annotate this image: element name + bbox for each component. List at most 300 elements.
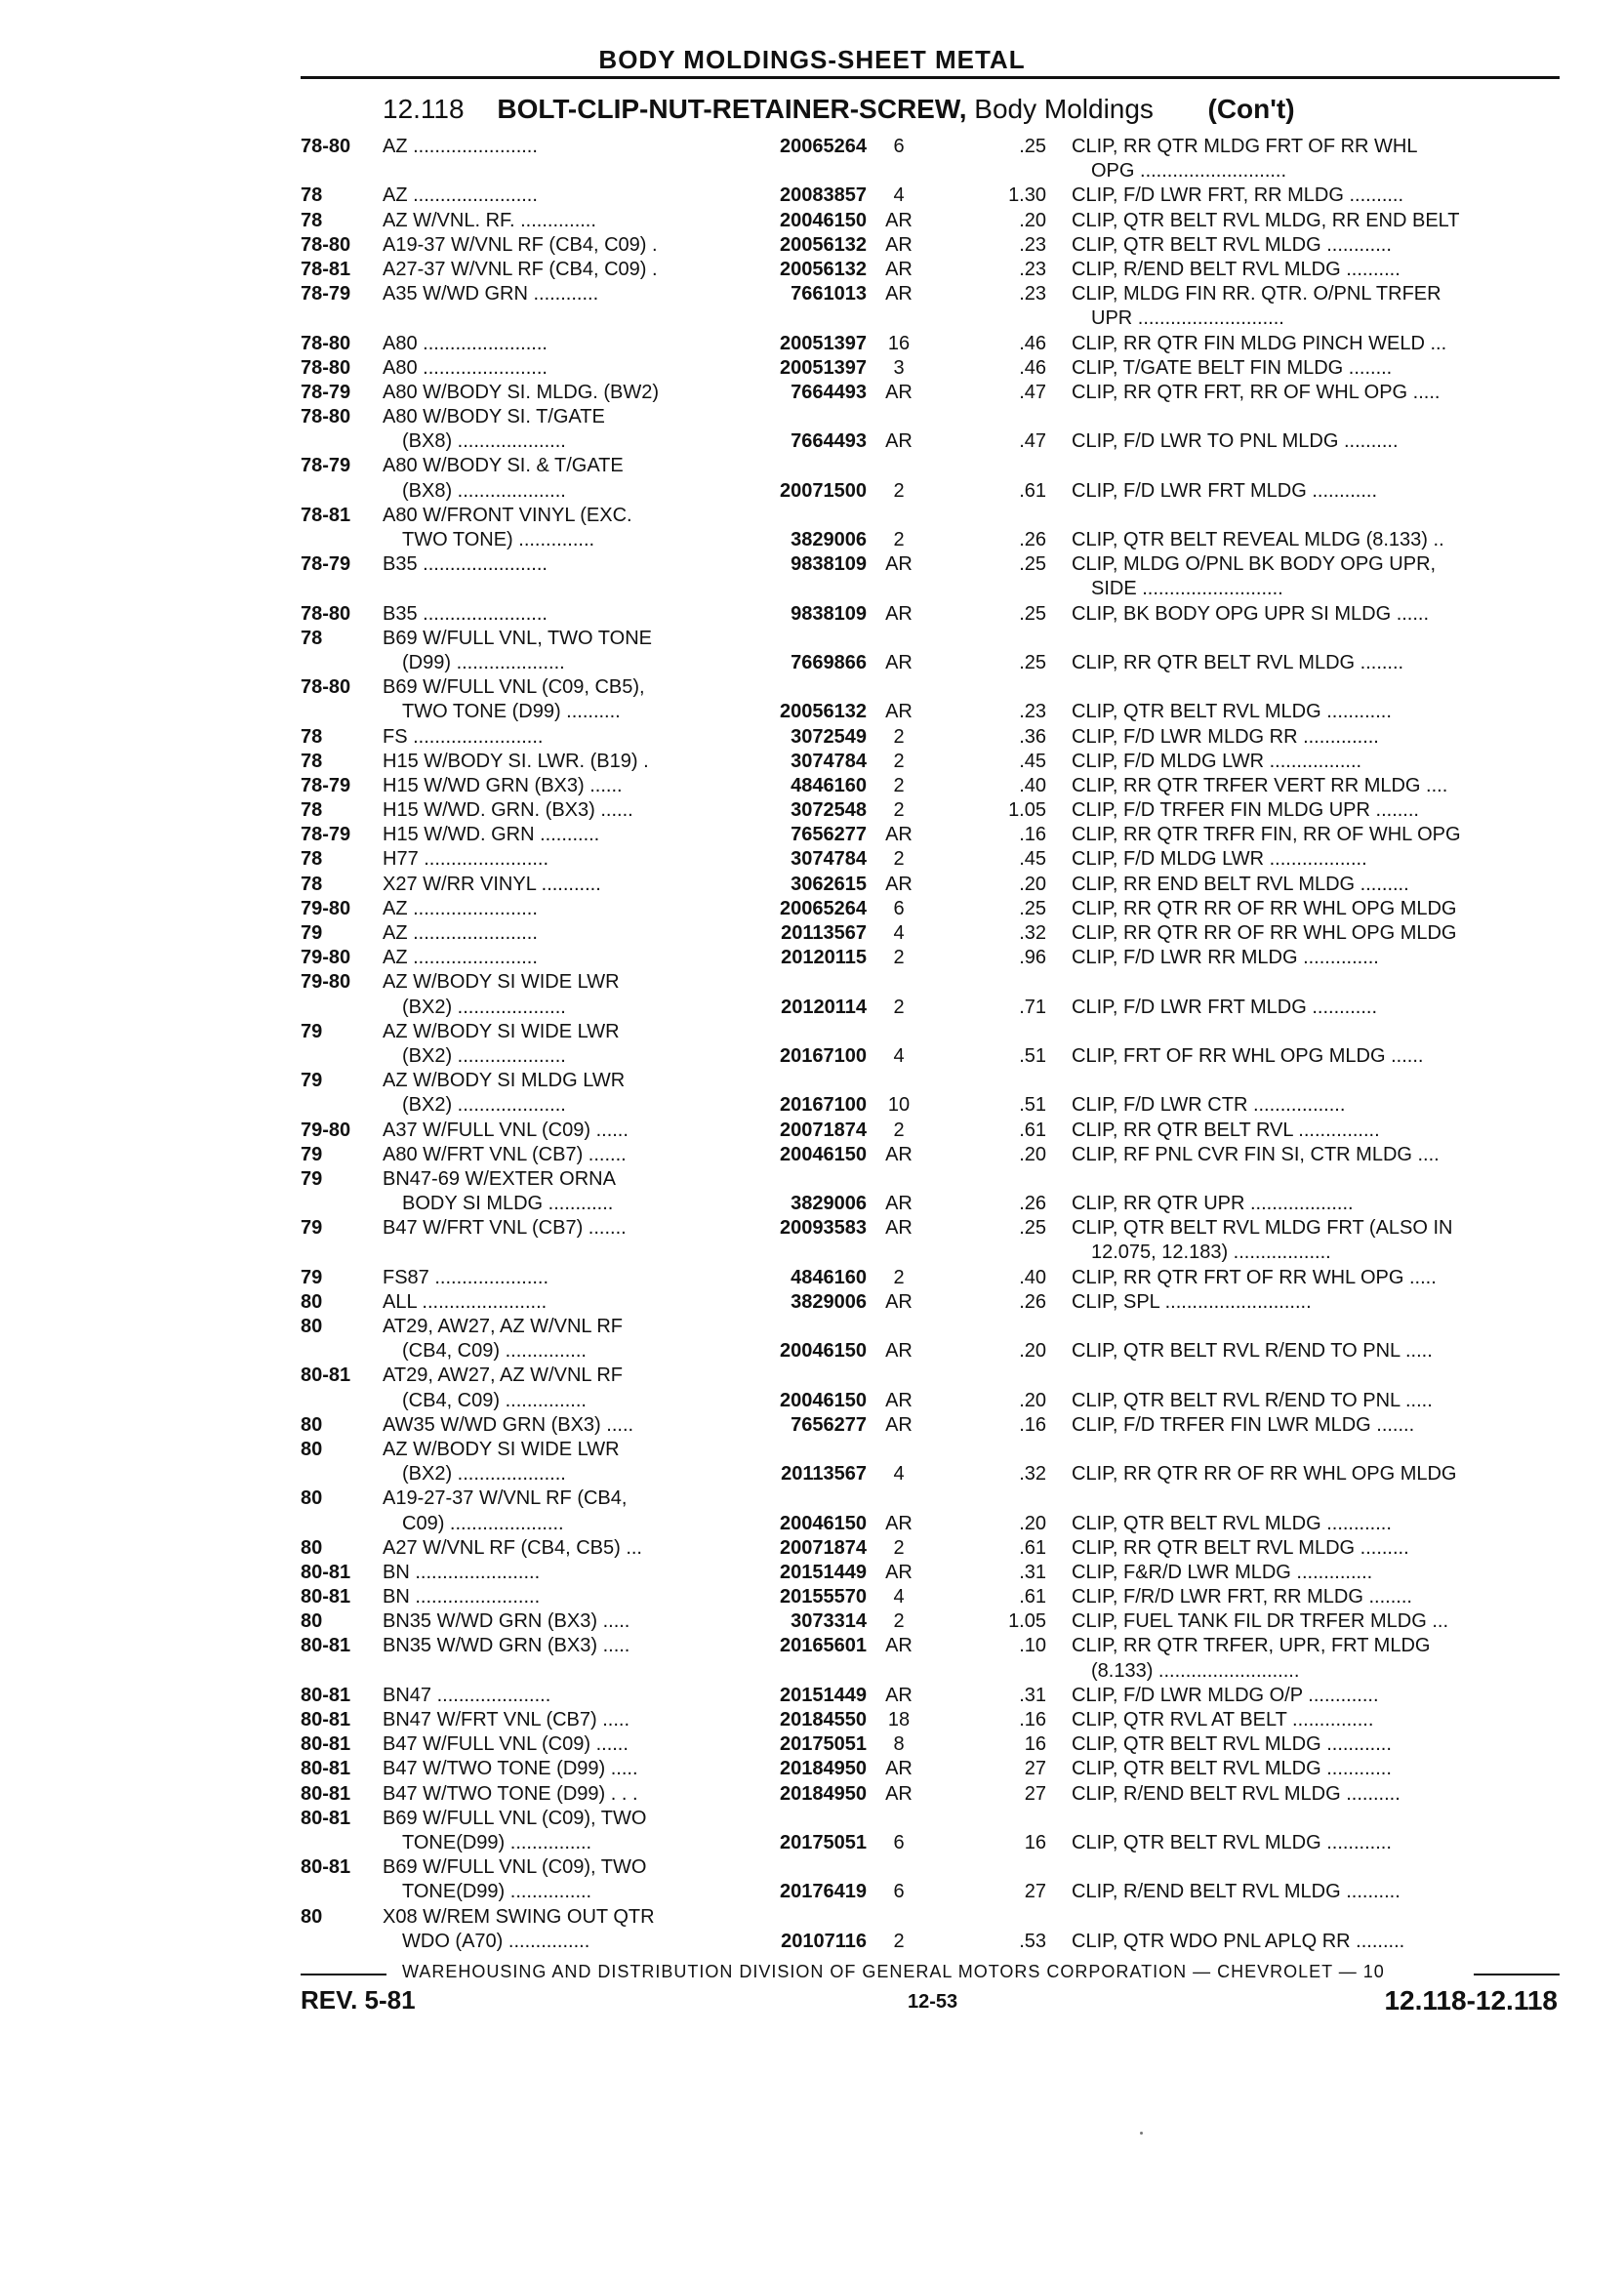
year-cell: 78-79 bbox=[301, 824, 351, 846]
part-number-cell: 20056132 bbox=[780, 233, 867, 256]
quantity-cell: AR bbox=[885, 873, 913, 895]
price-cell: 16 bbox=[1024, 1831, 1046, 1853]
description-cell: CLIP, RR QTR RR OF RR WHL OPG MLDG bbox=[1072, 922, 1457, 944]
quantity-cell: 4 bbox=[893, 1044, 905, 1067]
list-item bbox=[0, 1855, 1624, 1880]
model-cell: BN47-69 W/EXTER ORNA bbox=[383, 1167, 616, 1190]
list-item bbox=[0, 1438, 1624, 1462]
year-cell: 80-81 bbox=[301, 1807, 351, 1829]
model-cell: B47 W/TWO TONE (D99) ..... bbox=[383, 1758, 638, 1780]
list-item bbox=[0, 996, 1624, 1020]
description-cell: CLIP, R/END BELT RVL MLDG .......... bbox=[1072, 1881, 1401, 1903]
part-number-cell: 20113567 bbox=[781, 922, 867, 944]
price-cell: .61 bbox=[1019, 1586, 1046, 1608]
description-cell: UPR ........................... bbox=[1091, 307, 1284, 330]
part-number-cell: 9838109 bbox=[791, 553, 867, 576]
quantity-cell: AR bbox=[885, 1413, 913, 1436]
description-cell: CLIP, FUEL TANK FIL DR TRFER MLDG ... bbox=[1072, 1610, 1449, 1633]
model-cell: (CB4, C09) ............... bbox=[402, 1340, 587, 1363]
list-item bbox=[0, 1585, 1624, 1609]
model-cell: A80 W/FRT VNL (CB7) ....... bbox=[383, 1143, 627, 1165]
quantity-cell: 8 bbox=[893, 1733, 905, 1756]
part-number-cell: 20083857 bbox=[780, 184, 867, 207]
description-cell: CLIP, MLDG FIN RR. QTR. O/PNL TRFER bbox=[1072, 283, 1441, 305]
quantity-cell: AR bbox=[885, 1340, 913, 1363]
list-item bbox=[0, 847, 1624, 872]
model-cell: AW35 W/WD GRN (BX3) ..... bbox=[383, 1413, 634, 1436]
model-cell: AT29, AW27, AZ W/VNL RF bbox=[383, 1316, 623, 1337]
model-cell: (BX2) .................... bbox=[402, 1463, 566, 1486]
model-cell: (BX2) .................... bbox=[402, 1044, 566, 1067]
description-cell: CLIP, F/D TRFER FIN MLDG UPR ........ bbox=[1072, 799, 1419, 822]
description-cell: SIDE .......................... bbox=[1091, 578, 1283, 600]
description-cell: CLIP, QTR RVL AT BELT ............... bbox=[1072, 1709, 1374, 1730]
model-cell: A80 W/BODY SI. MLDG. (BW2) bbox=[383, 381, 660, 403]
quantity-cell: AR bbox=[885, 233, 913, 256]
price-cell: .25 bbox=[1019, 651, 1046, 673]
model-cell: B69 W/FULL VNL (C09), TWO bbox=[383, 1856, 647, 1879]
model-cell: ALL ....................... bbox=[383, 1290, 548, 1313]
list-item bbox=[0, 552, 1624, 577]
model-cell: H15 W/WD. GRN ........... bbox=[383, 824, 600, 846]
quantity-cell: 6 bbox=[893, 1881, 905, 1903]
description-cell: CLIP, QTR BELT RVL MLDG ............ bbox=[1072, 1758, 1392, 1780]
description-cell: CLIP, QTR BELT RVL MLDG ............ bbox=[1072, 1512, 1392, 1534]
part-number-cell: 20046150 bbox=[780, 1389, 867, 1411]
year-cell: 79 bbox=[301, 922, 323, 944]
model-cell: TWO TONE) .............. bbox=[402, 529, 595, 550]
list-item bbox=[0, 159, 1624, 183]
description-cell: CLIP, F/D LWR MLDG O/P ............. bbox=[1072, 1684, 1379, 1706]
year-cell: 78 bbox=[301, 750, 323, 772]
list-item bbox=[0, 306, 1624, 331]
description-cell: CLIP, R/END BELT RVL MLDG .......... bbox=[1072, 1782, 1401, 1805]
quantity-cell: 2 bbox=[893, 750, 905, 772]
price-cell: .20 bbox=[1019, 1389, 1046, 1411]
part-number-cell: 20175051 bbox=[780, 1831, 867, 1853]
price-cell: .20 bbox=[1019, 873, 1046, 895]
description-cell: CLIP, QTR BELT RVL MLDG ............ bbox=[1072, 1733, 1392, 1756]
list-item bbox=[0, 183, 1624, 208]
price-cell: .45 bbox=[1019, 848, 1046, 871]
part-number-cell: 20046150 bbox=[780, 1340, 867, 1363]
year-cell: 79-80 bbox=[301, 971, 351, 994]
price-cell: .20 bbox=[1019, 1340, 1046, 1363]
price-cell: .32 bbox=[1019, 1463, 1046, 1486]
list-item bbox=[0, 798, 1624, 823]
list-item bbox=[0, 627, 1624, 651]
list-item bbox=[0, 1609, 1624, 1634]
description-cell: CLIP, RR QTR MLDG FRT OF RR WHL bbox=[1072, 136, 1418, 157]
part-number-cell: 7664493 bbox=[791, 381, 867, 403]
description-cell: CLIP, QTR BELT RVL R/END TO PNL ..... bbox=[1072, 1340, 1433, 1363]
part-number-cell: 3072548 bbox=[791, 799, 867, 822]
model-cell: B69 W/FULL VNL, TWO TONE bbox=[383, 627, 652, 649]
list-item bbox=[0, 1266, 1624, 1290]
quantity-cell: 2 bbox=[893, 1119, 905, 1141]
year-cell: 80-81 bbox=[301, 1635, 351, 1657]
year-cell: 80-81 bbox=[301, 1856, 351, 1879]
model-cell: FS87 ..................... bbox=[383, 1266, 549, 1288]
model-cell: A80 W/BODY SI. & T/GATE bbox=[383, 455, 624, 477]
price-cell: 27 bbox=[1024, 1881, 1046, 1903]
year-cell: 78-79 bbox=[301, 381, 351, 403]
list-item bbox=[0, 1561, 1624, 1585]
list-item bbox=[0, 1093, 1624, 1118]
parts-list bbox=[0, 135, 1624, 1954]
year-cell: 78 bbox=[301, 799, 323, 822]
year-cell: 78-80 bbox=[301, 676, 351, 699]
list-item bbox=[0, 1659, 1624, 1684]
list-item bbox=[0, 700, 1624, 724]
quantity-cell: AR bbox=[885, 651, 913, 673]
description-cell: CLIP, RR QTR TRFR FIN, RR OF WHL OPG bbox=[1072, 824, 1461, 846]
list-item bbox=[0, 1167, 1624, 1192]
list-item bbox=[0, 1634, 1624, 1658]
description-cell: CLIP, RR QTR RR OF RR WHL OPG MLDG bbox=[1072, 1463, 1457, 1486]
quantity-cell: 16 bbox=[887, 332, 911, 354]
part-number-cell: 20051397 bbox=[780, 332, 867, 354]
list-item bbox=[0, 504, 1624, 528]
part-number-cell: 20184950 bbox=[780, 1758, 867, 1780]
price-cell: .40 bbox=[1019, 774, 1046, 796]
year-cell: 80-81 bbox=[301, 1586, 351, 1608]
price-cell: 27 bbox=[1024, 1782, 1046, 1805]
description-cell: CLIP, F/D LWR FRT, RR MLDG .......... bbox=[1072, 184, 1404, 207]
quantity-cell: 6 bbox=[893, 897, 905, 919]
quantity-cell: AR bbox=[885, 602, 913, 625]
model-cell: A80 ....................... bbox=[383, 356, 548, 379]
list-item bbox=[0, 1732, 1624, 1757]
price-cell: .20 bbox=[1019, 209, 1046, 231]
model-cell: A35 W/WD GRN ............ bbox=[383, 283, 599, 305]
section-title: BODY MOLDINGS-SHEET METAL bbox=[598, 45, 1026, 74]
quantity-cell: AR bbox=[885, 209, 913, 231]
quantity-cell: AR bbox=[885, 430, 913, 453]
quantity-cell: 4 bbox=[893, 1586, 905, 1608]
list-item bbox=[0, 1364, 1624, 1388]
price-cell: 1.05 bbox=[1008, 1610, 1046, 1633]
model-cell: BN ....................... bbox=[383, 1561, 541, 1583]
description-cell: CLIP, QTR BELT REVEAL MLDG (8.133) .. bbox=[1072, 529, 1444, 550]
price-cell: .25 bbox=[1019, 553, 1046, 576]
price-cell: .53 bbox=[1019, 1930, 1046, 1952]
header-rule bbox=[301, 76, 1560, 79]
price-cell: 16 bbox=[1024, 1733, 1046, 1756]
part-number-cell: 20071500 bbox=[780, 479, 867, 502]
quantity-cell: AR bbox=[885, 283, 913, 305]
footer-rule-left bbox=[301, 1974, 386, 1975]
continued-label: (Con't) bbox=[1207, 94, 1295, 124]
price-cell: .26 bbox=[1019, 1290, 1046, 1313]
model-cell: TONE(D99) ............... bbox=[402, 1881, 592, 1903]
quantity-cell: AR bbox=[885, 553, 913, 576]
model-cell: A80 W/FRONT VINYL (EXC. bbox=[383, 504, 632, 526]
model-cell: (D99) .................... bbox=[402, 651, 565, 673]
part-number-cell: 20056132 bbox=[780, 701, 867, 723]
model-cell: AZ ....................... bbox=[383, 184, 538, 207]
list-item bbox=[0, 1069, 1624, 1093]
quantity-cell: 2 bbox=[893, 848, 905, 871]
part-number-cell: 3074784 bbox=[791, 750, 867, 772]
model-cell: AZ ....................... bbox=[383, 897, 538, 919]
model-cell: H15 W/BODY SI. LWR. (B19) . bbox=[383, 750, 649, 772]
description-cell: CLIP, F/D LWR RR MLDG .............. bbox=[1072, 947, 1379, 969]
year-cell: 80 bbox=[301, 1536, 323, 1559]
list-item bbox=[0, 332, 1624, 356]
year-cell: 80-81 bbox=[301, 1733, 351, 1756]
year-cell: 78-79 bbox=[301, 283, 351, 305]
description-cell: 12.075, 12.183) .................. bbox=[1091, 1242, 1331, 1264]
list-item bbox=[0, 233, 1624, 258]
year-cell: 80-81 bbox=[301, 1684, 351, 1706]
year-cell: 79 bbox=[301, 1020, 323, 1042]
list-item bbox=[0, 946, 1624, 970]
model-cell: TONE(D99) ............... bbox=[402, 1831, 592, 1853]
description-cell: CLIP, RR QTR BELT RVL MLDG ......... bbox=[1072, 1536, 1409, 1559]
list-item bbox=[0, 381, 1624, 405]
page-number: 12-53 bbox=[908, 1991, 958, 2013]
description-cell: CLIP, RR QTR RR OF RR WHL OPG MLDG bbox=[1072, 897, 1457, 919]
description-cell: CLIP, MLDG O/PNL BK BODY OPG UPR, bbox=[1072, 553, 1437, 576]
list-item bbox=[0, 282, 1624, 306]
part-number-cell: 20093583 bbox=[780, 1217, 867, 1240]
part-number-cell: 20046150 bbox=[780, 209, 867, 231]
model-cell: AZ ....................... bbox=[383, 136, 538, 157]
description-cell: OPG ........................... bbox=[1091, 160, 1287, 183]
part-number-cell: 20120114 bbox=[781, 996, 867, 1018]
list-item bbox=[0, 823, 1624, 847]
price-cell: .23 bbox=[1019, 283, 1046, 305]
year-cell: 79 bbox=[301, 1167, 323, 1190]
quantity-cell: AR bbox=[885, 1635, 913, 1657]
list-item bbox=[0, 1512, 1624, 1536]
price-cell: .20 bbox=[1019, 1143, 1046, 1165]
price-cell: .40 bbox=[1019, 1266, 1046, 1288]
description-cell: CLIP, RR QTR FIN MLDG PINCH WELD ... bbox=[1072, 332, 1447, 354]
part-number-cell: 20051397 bbox=[780, 356, 867, 379]
year-cell: 78 bbox=[301, 725, 323, 748]
part-number-cell: 7656277 bbox=[791, 824, 867, 846]
year-cell: 79 bbox=[301, 1266, 323, 1288]
model-cell: BN ....................... bbox=[383, 1586, 541, 1608]
description-cell: CLIP, QTR BELT RVL MLDG ............ bbox=[1072, 1831, 1392, 1853]
part-number-cell: 20151449 bbox=[780, 1684, 867, 1706]
year-cell: 78-79 bbox=[301, 774, 351, 796]
description-cell: CLIP, F/D MLDG LWR .................. bbox=[1072, 848, 1367, 871]
price-cell: .47 bbox=[1019, 381, 1046, 403]
part-number-cell: 4846160 bbox=[791, 1266, 867, 1288]
quantity-cell: 4 bbox=[893, 922, 905, 944]
list-item bbox=[0, 1684, 1624, 1708]
list-item bbox=[0, 1880, 1624, 1904]
description-cell: CLIP, F/D MLDG LWR ................. bbox=[1072, 750, 1362, 772]
quantity-cell: 2 bbox=[893, 774, 905, 796]
model-cell: (BX8) .................... bbox=[402, 479, 566, 502]
part-number-cell: 7669866 bbox=[791, 651, 867, 673]
description-cell: CLIP, QTR BELT RVL MLDG ............ bbox=[1072, 701, 1392, 723]
price-cell: .26 bbox=[1019, 1193, 1046, 1215]
list-item bbox=[0, 1216, 1624, 1241]
quantity-cell: 2 bbox=[893, 1266, 905, 1288]
year-cell: 80-81 bbox=[301, 1561, 351, 1583]
description-cell: CLIP, RR QTR BELT RVL MLDG ........ bbox=[1072, 651, 1404, 673]
model-cell: H15 W/WD GRN (BX3) ...... bbox=[383, 774, 623, 796]
list-item bbox=[0, 1192, 1624, 1216]
price-cell: .36 bbox=[1019, 725, 1046, 748]
price-cell: .31 bbox=[1019, 1684, 1046, 1706]
list-item bbox=[0, 1020, 1624, 1044]
description-cell: CLIP, F&R/D LWR MLDG .............. bbox=[1072, 1561, 1373, 1583]
price-cell: .31 bbox=[1019, 1561, 1046, 1583]
quantity-cell: AR bbox=[885, 1193, 913, 1215]
description-cell: CLIP, QTR BELT RVL MLDG ............ bbox=[1072, 233, 1392, 256]
list-item bbox=[0, 675, 1624, 700]
price-cell: .16 bbox=[1019, 1709, 1046, 1730]
year-cell: 78 bbox=[301, 209, 323, 231]
footer-rule-right bbox=[1474, 1974, 1560, 1975]
part-number-cell: 7656277 bbox=[791, 1413, 867, 1436]
description-cell: CLIP, RR QTR FRT, RR OF WHL OPG ..... bbox=[1072, 381, 1441, 403]
model-cell: BN35 W/WD GRN (BX3) ..... bbox=[383, 1610, 630, 1633]
quantity-cell: 2 bbox=[893, 1536, 905, 1559]
description-cell: CLIP, F/D LWR TO PNL MLDG .......... bbox=[1072, 430, 1399, 453]
part-number-cell: 20046150 bbox=[780, 1512, 867, 1534]
year-cell: 80 bbox=[301, 1290, 323, 1313]
list-item bbox=[0, 970, 1624, 995]
part-number-cell: 3073314 bbox=[791, 1610, 867, 1633]
model-cell: (BX8) .................... bbox=[402, 430, 566, 453]
part-number-cell: 20065264 bbox=[780, 897, 867, 919]
price-cell: .46 bbox=[1019, 356, 1046, 379]
description-cell: CLIP, F/D TRFER FIN LWR MLDG ....... bbox=[1072, 1413, 1415, 1436]
model-cell: TWO TONE (D99) .......... bbox=[402, 701, 621, 723]
list-item bbox=[0, 1782, 1624, 1807]
model-cell: AZ W/BODY SI WIDE LWR bbox=[383, 1020, 620, 1042]
list-item bbox=[0, 356, 1624, 381]
year-cell: 80 bbox=[301, 1487, 323, 1510]
list-item bbox=[0, 209, 1624, 233]
description-cell: CLIP, F/D LWR FRT MLDG ............ bbox=[1072, 479, 1378, 502]
price-cell: .61 bbox=[1019, 479, 1046, 502]
year-cell: 80 bbox=[301, 1905, 323, 1928]
part-number-cell: 20184950 bbox=[780, 1782, 867, 1805]
year-cell: 80-81 bbox=[301, 1709, 351, 1730]
year-cell: 80 bbox=[301, 1610, 323, 1633]
part-number-cell: 20184550 bbox=[780, 1709, 867, 1730]
list-item bbox=[0, 1930, 1624, 1954]
price-cell: .46 bbox=[1019, 332, 1046, 354]
model-cell: C09) ..................... bbox=[402, 1512, 564, 1534]
quantity-cell: AR bbox=[885, 824, 913, 846]
price-cell: .25 bbox=[1019, 136, 1046, 157]
list-item bbox=[0, 135, 1624, 159]
part-number-cell: 20167100 bbox=[780, 1044, 867, 1067]
model-cell: AZ W/VNL. RF. .............. bbox=[383, 209, 596, 231]
list-item bbox=[0, 429, 1624, 454]
description-cell: CLIP, QTR BELT RVL MLDG FRT (ALSO IN bbox=[1072, 1217, 1453, 1240]
year-cell: 79 bbox=[301, 1217, 323, 1240]
list-item bbox=[0, 602, 1624, 627]
list-item bbox=[0, 577, 1624, 601]
list-item bbox=[0, 258, 1624, 282]
part-number-cell: 20113567 bbox=[781, 1463, 867, 1486]
price-cell: .45 bbox=[1019, 750, 1046, 772]
price-cell: .23 bbox=[1019, 258, 1046, 280]
part-number-cell: 3074784 bbox=[791, 848, 867, 871]
model-cell: AZ W/BODY SI MLDG LWR bbox=[383, 1070, 626, 1092]
quantity-cell: AR bbox=[885, 1684, 913, 1706]
quantity-cell: AR bbox=[885, 1143, 913, 1165]
list-item bbox=[0, 528, 1624, 552]
description-cell: CLIP, F/D LWR CTR ................. bbox=[1072, 1094, 1346, 1117]
price-cell: 1.30 bbox=[1008, 184, 1046, 207]
description-cell: CLIP, RR QTR TRFER VERT RR MLDG .... bbox=[1072, 774, 1448, 796]
quantity-cell: 2 bbox=[893, 799, 905, 822]
part-number-cell: 20165601 bbox=[780, 1635, 867, 1657]
list-item bbox=[0, 873, 1624, 897]
description-cell: CLIP, RR QTR FRT OF RR WHL OPG ..... bbox=[1072, 1266, 1437, 1288]
model-cell: (CB4, C09) ............... bbox=[402, 1389, 587, 1411]
description-cell: CLIP, FRT OF RR WHL OPG MLDG ...... bbox=[1072, 1044, 1424, 1067]
model-cell: AZ ....................... bbox=[383, 947, 538, 969]
description-cell: CLIP, QTR BELT RVL R/END TO PNL ..... bbox=[1072, 1389, 1433, 1411]
list-item bbox=[0, 1290, 1624, 1315]
quantity-cell: AR bbox=[885, 1290, 913, 1313]
year-cell: 79-80 bbox=[301, 897, 351, 919]
quantity-cell: 6 bbox=[893, 136, 905, 157]
description-cell: CLIP, RR QTR UPR ................... bbox=[1072, 1193, 1354, 1215]
year-cell: 80 bbox=[301, 1413, 323, 1436]
year-cell: 78-81 bbox=[301, 504, 351, 526]
price-cell: .16 bbox=[1019, 1413, 1046, 1436]
part-number-cell: 3829006 bbox=[791, 1290, 867, 1313]
list-item bbox=[0, 1536, 1624, 1561]
model-cell: BODY SI MLDG ............ bbox=[402, 1193, 614, 1215]
price-cell: .96 bbox=[1019, 947, 1046, 969]
list-item bbox=[0, 725, 1624, 750]
list-item bbox=[0, 1831, 1624, 1855]
quantity-cell: 18 bbox=[887, 1709, 911, 1730]
quantity-cell: AR bbox=[885, 381, 913, 403]
list-item bbox=[0, 454, 1624, 478]
year-cell: 80-81 bbox=[301, 1364, 351, 1387]
part-number-cell: 7661013 bbox=[791, 283, 867, 305]
model-cell: A27 W/VNL RF (CB4, CB5) ... bbox=[383, 1536, 642, 1559]
year-cell: 80-81 bbox=[301, 1782, 351, 1805]
list-item bbox=[0, 774, 1624, 798]
model-cell: (BX2) .................... bbox=[402, 996, 566, 1018]
model-cell: AZ W/BODY SI WIDE LWR bbox=[383, 971, 620, 994]
model-cell: BN47 W/FRT VNL (CB7) ..... bbox=[383, 1709, 630, 1730]
price-cell: .25 bbox=[1019, 602, 1046, 625]
price-cell: .25 bbox=[1019, 897, 1046, 919]
description-cell: CLIP, BK BODY OPG UPR SI MLDG ...... bbox=[1072, 602, 1430, 625]
price-cell: .32 bbox=[1019, 922, 1046, 944]
part-number-cell: 20046150 bbox=[780, 1143, 867, 1165]
part-number-cell: 9838109 bbox=[791, 602, 867, 625]
quantity-cell: AR bbox=[885, 701, 913, 723]
quantity-cell: 2 bbox=[893, 947, 905, 969]
model-cell: AZ ....................... bbox=[383, 922, 538, 944]
list-item bbox=[0, 1241, 1624, 1265]
model-cell: A80 ....................... bbox=[383, 332, 548, 354]
price-cell: .20 bbox=[1019, 1512, 1046, 1534]
model-cell: AT29, AW27, AZ W/VNL RF bbox=[383, 1364, 623, 1387]
list-item bbox=[0, 1486, 1624, 1511]
list-item bbox=[0, 479, 1624, 504]
year-cell: 80 bbox=[301, 1316, 323, 1337]
